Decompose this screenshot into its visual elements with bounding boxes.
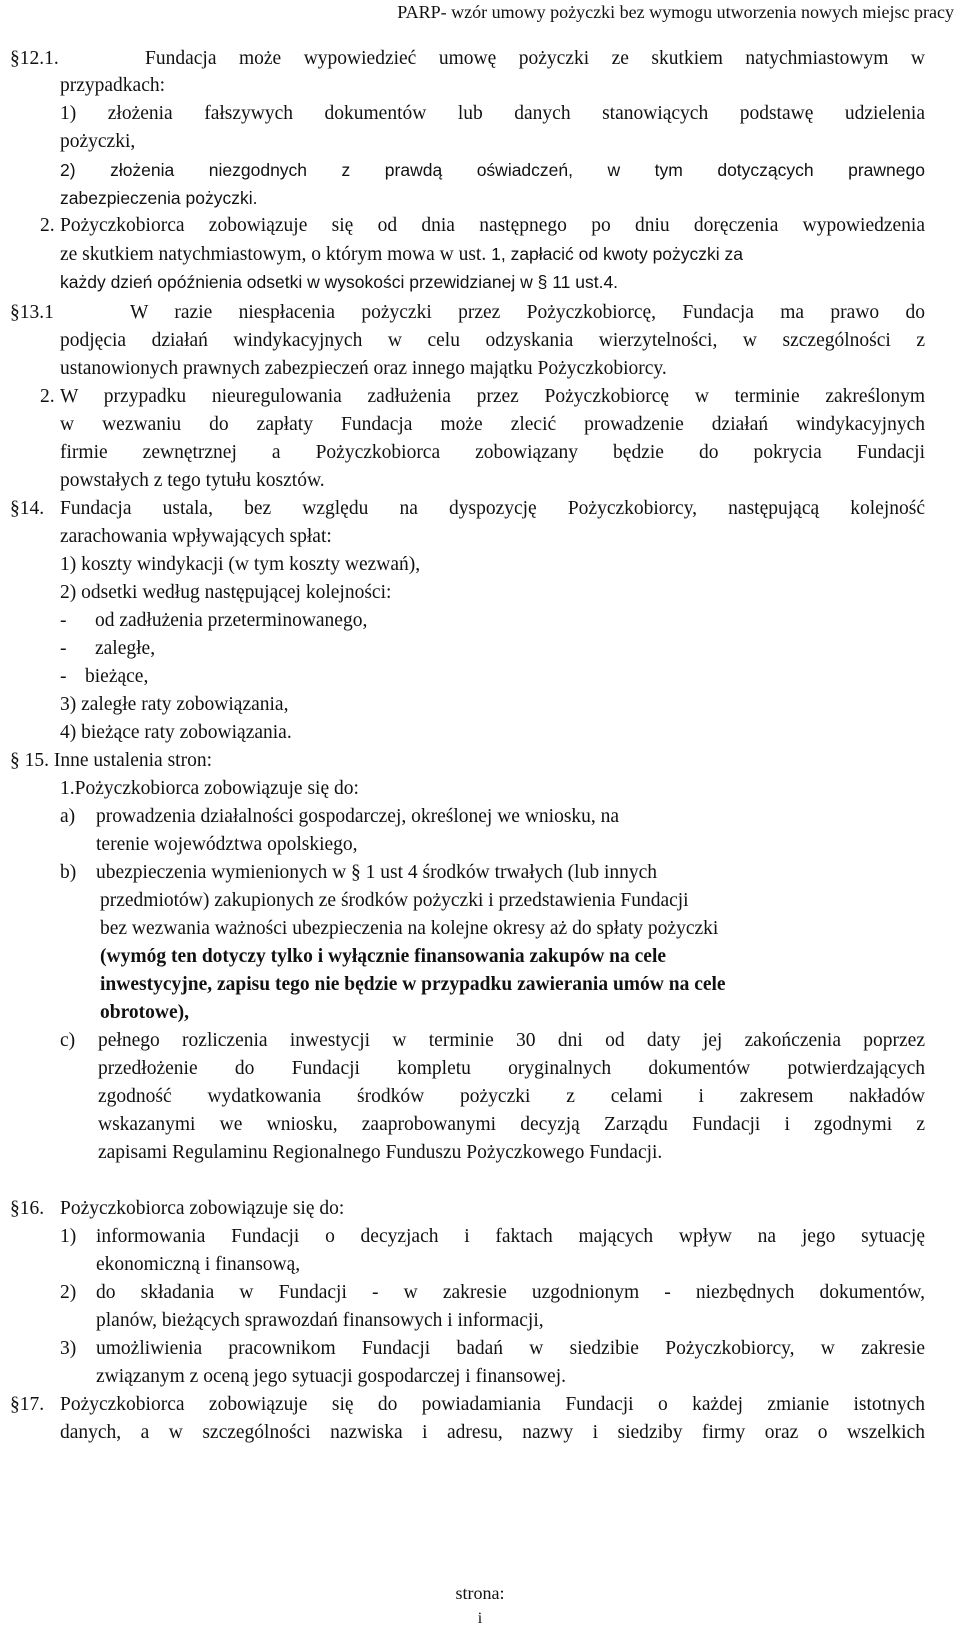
section-16-label-1: 1) <box>60 1226 77 1247</box>
section-12-point-2: 2) złożenia niezgodnych z prawdą oświadczeń, w tym dotyczących prawnego <box>60 160 925 180</box>
section-16-label-3: 3) <box>60 1338 77 1359</box>
section-15-a-line-1: prowadzenia działalności gospodarczej, określonej we wniosku, na <box>96 806 620 827</box>
section-12-point-2-cont: zabezpieczenia pożyczki. <box>60 188 258 208</box>
section-13-line-1: W razie niespłacenia pożyczki przez Pożyczkobiorcę, Fundacja ma prawo do <box>130 302 925 323</box>
section-15-title: § 15. Inne ustalenia stron: <box>10 750 212 771</box>
section-15-b-line-4: (wymóg ten dotyczy tylko i wyłącznie finansowania zakupów na cele <box>100 946 667 967</box>
section-12-intro: Fundacja może wypowiedzieć umowę pożyczki ze skutkiem natychmiastowym w <box>145 48 925 69</box>
section-15-label-a: a) <box>60 806 76 827</box>
section-16-label-2: 2) <box>60 1282 77 1303</box>
section-16-line-1: Pożyczkobiorca zobowiązuje się do: <box>60 1198 345 1219</box>
section-15-b-line-1: ubezpieczenia wymienionych w § 1 ust 4 środków trwałych (lub innych <box>96 862 658 883</box>
section-14-line-2: zarachowania wpływających spłat: <box>60 526 332 547</box>
section-16-3-line-1: umożliwienia pracownikom Fundacji badań w siedzibie Pożyczkobiorcy, w zakresie <box>96 1338 925 1359</box>
section-12-item-2-line3: każdy dzień opóźnienia odsetki w wysokości przewidzianej w § 11 ust.4. <box>60 272 619 292</box>
section-13-line-6: firmie zewnętrznej a Pożyczkobiorca zobowiązany będzie do pokrycia Fundacji <box>60 442 925 463</box>
section-12-intro-cont: przypadkach: <box>60 75 166 96</box>
page-footer: strona: <box>455 1583 505 1603</box>
section-15-c-line-1: pełnego rozliczenia inwestycji w terminie 30 dni od daty jej zakończenia poprzez <box>98 1030 925 1051</box>
section-15-label-b: b) <box>60 862 77 883</box>
section-15-b-line-2: przedmiotów) zakupionych ze środków pożyczki i przedstawienia Fundacji <box>100 890 689 911</box>
section-14-item-4: 4) bieżące raty zobowiązania. <box>60 722 292 743</box>
section-12-item-2-number: 2. <box>40 215 55 236</box>
section-16-1-line-1: informowania Fundacji o decyzjach i faktach mających wpływ na jego sytuację <box>96 1226 925 1247</box>
section-14-dash-3: - bieżące, <box>60 666 149 687</box>
section-14-dash-1: - od zadłużenia przeterminowanego, <box>60 610 368 631</box>
section-15-label-c: c) <box>60 1030 76 1051</box>
section-17-line-2: danych, a w szczególności nazwiska i adresu, nazwy i siedziby firmy oraz o wszelkich <box>60 1422 925 1443</box>
section-15-c-line-5: zapisami Regulaminu Regionalnego Funduszu Pożyczkowego Fundacji. <box>98 1142 663 1163</box>
section-12-number: §12.1. <box>10 48 59 69</box>
section-12-item-2: Pożyczkobiorca zobowiązuje się od dnia następnego po dniu doręczenia wypowiedzenia <box>60 215 925 236</box>
section-15-line-1: 1.Pożyczkobiorca zobowiązuje się do: <box>60 778 359 799</box>
section-15-b-line-6: obrotowe), <box>100 1002 189 1023</box>
section-14-item-3: 3) zaległe raty zobowiązania, <box>60 694 289 715</box>
section-14-number: §14. <box>10 498 45 519</box>
section-16-number: §16. <box>10 1198 45 1219</box>
section-13-item-2-number: 2. <box>40 386 55 407</box>
section-13-line-4: W przypadku nieuregulowania zadłużenia przez Pożyczkobiorcę w terminie zakreślonym <box>60 386 925 407</box>
section-17-line-1: Pożyczkobiorca zobowiązuje się do powiadamiania Fundacji o każdej zmianie istotnych <box>60 1394 925 1415</box>
section-13-line-7: powstałych z tego tytułu kosztów. <box>60 470 325 491</box>
section-15-b-line-3: bez wezwania ważności ubezpieczenia na kolejne okresy aż do spłaty pożyczki <box>100 918 719 939</box>
section-12-point-1: 1) złożenia fałszywych dokumentów lub danych stanowiących podstawę udzielenia <box>60 103 925 124</box>
document-header: PARP- wzór umowy pożyczki bez wymogu utworzenia nowych miejsc pracy <box>397 2 954 22</box>
section-15-a-line-2: terenie województwa opolskiego, <box>96 834 358 855</box>
section-14-line-1: Fundacja ustala, bez względu na dyspozycję Pożyczkobiorcy, następującą kolejność <box>60 498 925 519</box>
section-14-item-2: 2) odsetki według następującej kolejności: <box>60 582 392 603</box>
section-16-1-line-2: ekonomiczną i finansową, <box>96 1254 301 1275</box>
section-17-number: §17. <box>10 1394 45 1415</box>
section-15-b-line-5: inwestycyjne, zapisu tego nie będzie w przypadku zawierania umów na cele <box>100 974 726 995</box>
section-12-point-1-cont: pożyczki, <box>60 131 136 152</box>
section-16-3-line-2: związanym z oceną jego sytuacji gospodarczej i finansowej. <box>96 1366 566 1387</box>
section-15-c-line-2: przedłożenie do Fundacji kompletu oryginalnych dokumentów potwierdzających <box>98 1058 925 1079</box>
section-13-number: §13.1 <box>10 302 54 323</box>
section-14-item-1: 1) koszty windykacji (w tym koszty wezwań), <box>60 554 421 575</box>
section-13-line-5: w wezwaniu do zapłaty Fundacja może zlecić prowadzenie działań windykacyjnych <box>60 414 925 435</box>
section-15-c-line-4: wskazanymi we wniosku, zaaprobowanymi decyzją Zarządu Fundacji i zgodnymi z <box>98 1114 925 1135</box>
section-12-item-2-line2: ze skutkiem natychmiastowym, o którym mowa w ust. 1, zapłacić od kwoty pożyczki za <box>60 244 744 265</box>
section-16-2-line-2: planów, bieżących sprawozdań finansowych i informacji, <box>96 1310 544 1331</box>
section-14-dash-2: - zaległe, <box>60 638 156 659</box>
section-13-line-3: ustanowionych prawnych zabezpieczeń oraz innego majątku Pożyczkobiorcy. <box>60 358 667 379</box>
section-15-c-line-3: zgodność wydatkowania środków pożyczki z celami i zakresem nakładów <box>98 1086 925 1107</box>
section-16-2-line-1: do składania w Fundacji - w zakresie uzgodnionym - niezbędnych dokumentów, <box>96 1282 925 1303</box>
page-footer-number: i <box>477 1610 483 1627</box>
section-13-line-2: podjęcia działań windykacyjnych w celu odzyskania wierzytelności, w szczególności z <box>60 330 925 351</box>
